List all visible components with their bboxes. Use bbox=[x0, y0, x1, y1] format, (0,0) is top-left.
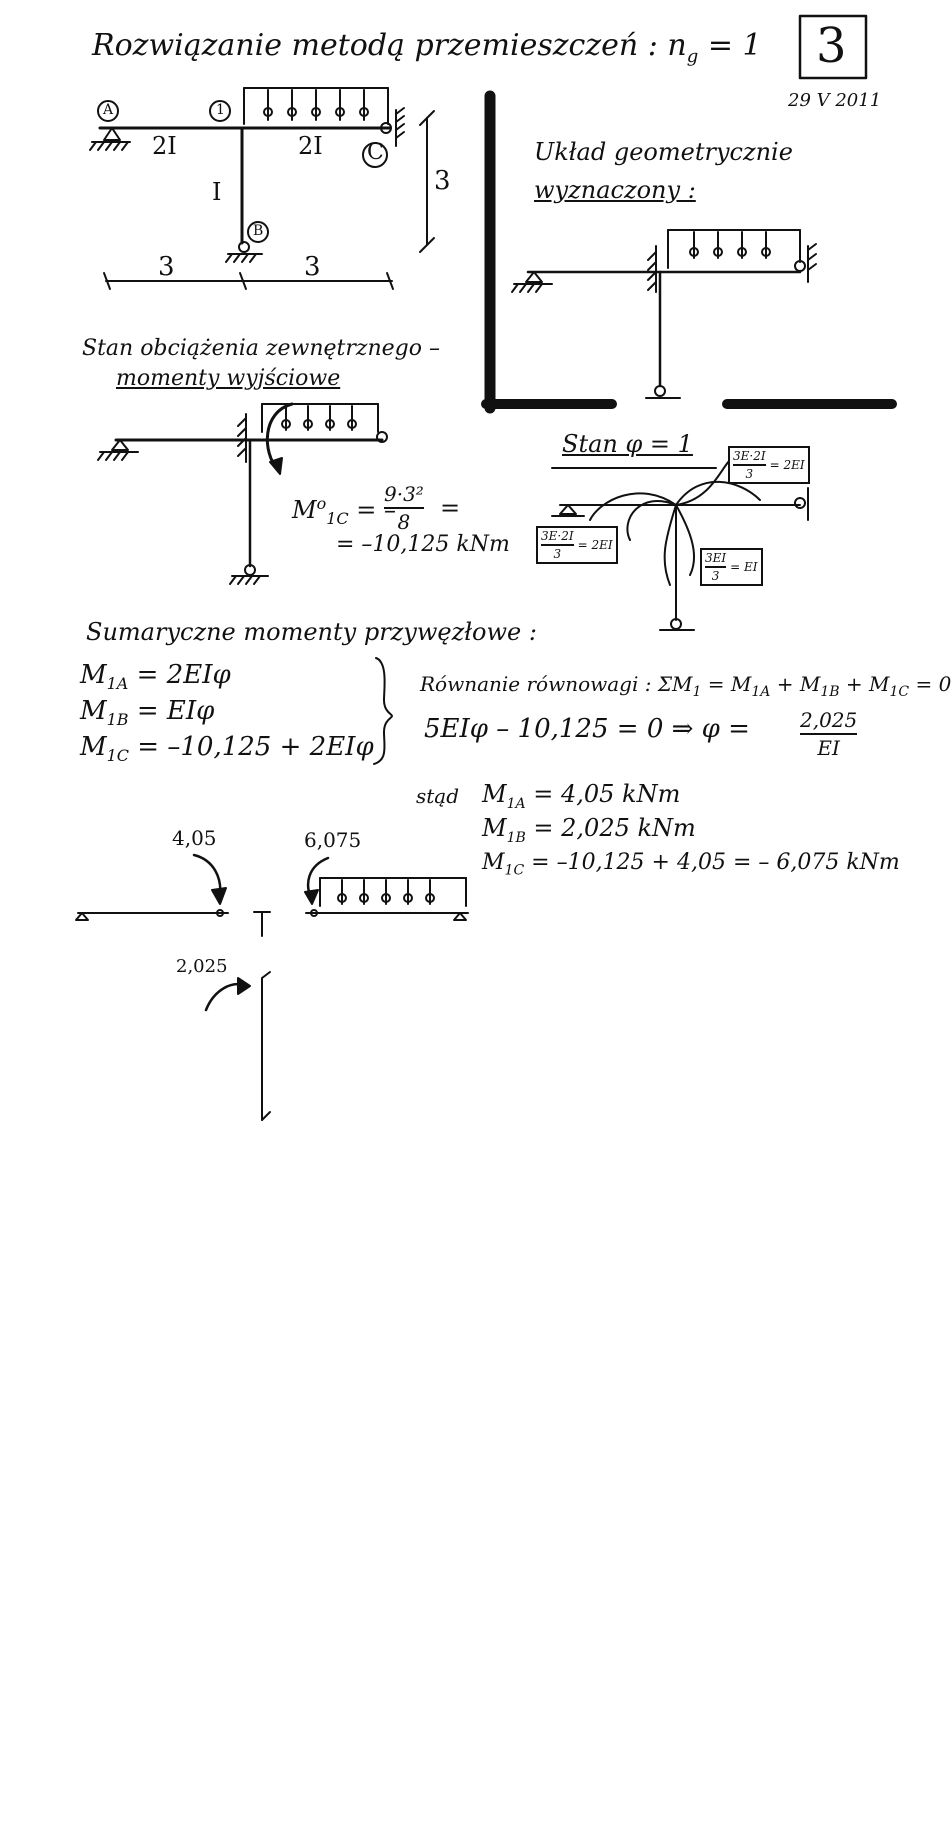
final-moment-right: 6,075 bbox=[304, 828, 362, 852]
geometric-system-diagram bbox=[512, 230, 816, 398]
final-diagram bbox=[76, 855, 468, 1120]
unit-state-label: Stan φ = 1 bbox=[562, 430, 693, 458]
final-moment-left: 4,05 bbox=[172, 826, 217, 850]
fixed-moment-eq-suffix: = bbox=[440, 494, 461, 522]
page-number: 3 bbox=[816, 18, 847, 74]
result-m1a: $M_{1A} = 4,05$ kNm bbox=[482, 780, 681, 812]
result-m1b: $M_{1B} = 2,025$ kNm bbox=[482, 814, 696, 846]
final-moment-column: 2,025 bbox=[176, 956, 228, 977]
fixed-moment-result: = –10,125 kNm bbox=[336, 532, 510, 557]
node-label-1: 1 bbox=[216, 102, 225, 118]
fixed-moment-formula: $M^o_{1C}$ = – bbox=[292, 494, 397, 528]
unit-box-right: 3E·2I 3 = 2EI bbox=[728, 446, 810, 484]
fixed-state-label-2: momenty wyjściowe bbox=[116, 366, 341, 391]
phi-fraction: 2,025 EI bbox=[800, 708, 858, 760]
unit-box-left: 3E·2I 3 = 2EI bbox=[536, 526, 618, 564]
right-beam-stiffness: 2I bbox=[298, 132, 323, 160]
geometric-system-label-1: Układ geometrycznie bbox=[534, 138, 793, 166]
node-label-b: B bbox=[253, 223, 264, 239]
unit-box-bottom: 3EI 3 = EI bbox=[700, 548, 763, 586]
brace bbox=[374, 658, 392, 764]
geometric-system-label-2: wyznaczony : bbox=[534, 176, 696, 204]
equilibrium-label: Równanie równowagi : $\Sigma M_1 = M_{1A} + M_{1B} + M_{1C} = 0$ bbox=[420, 672, 951, 700]
fixed-moment-fraction: 9·3² 8 bbox=[384, 482, 424, 534]
result-m1c: $M_{1C} = -10,125 + 4,05$ = – 6,075 kNm bbox=[482, 850, 900, 879]
node-label-a: A bbox=[103, 102, 114, 118]
equilibrium-equation: 5EIφ – 10,125 = 0 ⇒ φ = bbox=[424, 714, 750, 744]
moment-1b: $M_{1B} = EI\varphi$ bbox=[80, 696, 215, 730]
hence-label: stąd bbox=[416, 784, 460, 808]
page-date: 29 V 2011 bbox=[788, 90, 882, 111]
moment-1a: $M_{1A} = 2EI\varphi$ bbox=[80, 660, 231, 694]
span-left-dimension: 3 bbox=[158, 252, 175, 282]
node-label-c: C bbox=[367, 140, 384, 165]
span-right-dimension: 3 bbox=[304, 252, 321, 282]
fixed-state-label-1: Stan obciążenia zewnętrznego – bbox=[82, 336, 441, 361]
sum-moments-label: Sumaryczne momenty przywęzłowe : bbox=[86, 618, 537, 646]
moment-1c: $M_{1C} = -10,125 + 2EI\varphi$ bbox=[80, 732, 374, 766]
height-dimension: 3 bbox=[434, 166, 451, 196]
left-beam-stiffness: 2I bbox=[152, 132, 177, 160]
frame-diagram bbox=[90, 88, 434, 289]
page-title: Rozwiązanie metodą przemieszczeń : $n_g = 1$ bbox=[92, 28, 762, 67]
column-stiffness: I bbox=[212, 178, 222, 206]
